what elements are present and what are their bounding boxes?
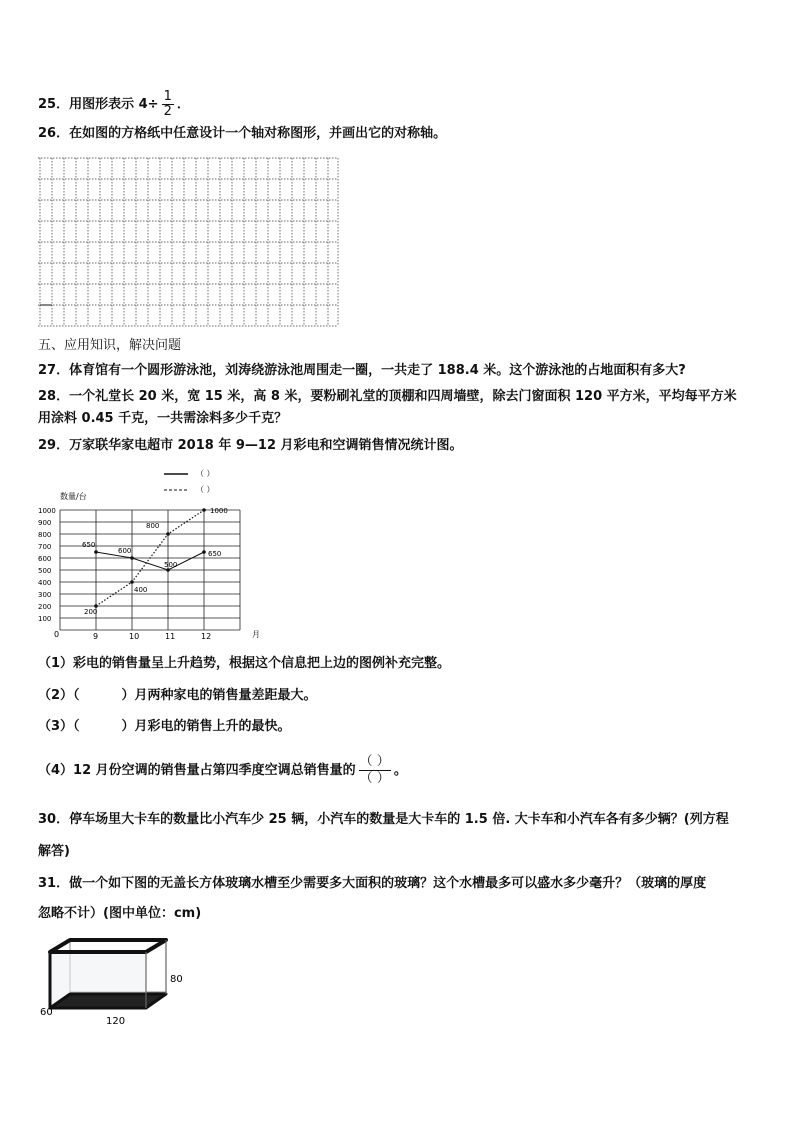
grid-paper xyxy=(38,156,340,328)
question-29-sub2 xyxy=(38,687,317,705)
question-28-line2: 用涂料 0.45 千克，一共需涂料多少千克？ xyxy=(38,411,288,426)
y-tick-label: 1000 xyxy=(38,507,56,515)
data-label: 1000 xyxy=(210,507,228,515)
sales-line-chart xyxy=(36,462,276,646)
question-25-text: 25．用图形表示 4÷ xyxy=(38,97,159,112)
dim-width: 60 xyxy=(40,1007,53,1018)
glass-tank-figure xyxy=(36,936,196,1028)
question-31-line2: 忽略不计）(图中单位：cm) xyxy=(38,906,202,921)
question-29-sub4 xyxy=(38,753,407,789)
question-30-line2: 解答) xyxy=(38,844,70,859)
question-31-line1: 31．做一个如下图的无盖长方体玻璃水槽至少需要多大面积的玻璃？这个水槽最多可以盛水多少毫升？（玻璃的厚度 xyxy=(38,876,707,891)
fraction-blank-denominator: （ ） xyxy=(359,771,390,786)
question-29-sub3 xyxy=(38,718,291,736)
data-label: 600 xyxy=(118,547,132,555)
answer-fraction-blank[interactable] xyxy=(359,754,391,787)
data-point xyxy=(94,550,98,554)
data-point xyxy=(130,556,134,560)
y-tick-label: 500 xyxy=(38,567,52,575)
x-tick-label: 11 xyxy=(165,632,176,641)
y-tick-label: 100 xyxy=(38,615,52,623)
sub3-prefix: （3）（ xyxy=(38,719,80,734)
section-title: 五、应用知识，解决问题 xyxy=(38,338,182,353)
sub3-suffix: ）月彩电的销售上升的最快。 xyxy=(121,719,291,734)
fraction-blank-numerator: （ ） xyxy=(359,754,390,769)
data-point xyxy=(166,532,170,536)
question-28-line1: 28．一个礼堂长 20 米，宽 15 米，高 8 米，要粉刷礼堂的顶棚和四周墙壁，除去门窗面积 120 平方米，平均每平方米 xyxy=(38,389,737,404)
x-tick-label: 12 xyxy=(201,632,212,641)
origin-label: 0 xyxy=(54,630,60,639)
y-tick-label: 900 xyxy=(38,519,52,527)
sub4-prefix: （4）12 月份空调的销售量占第四季度空调总销售量的 xyxy=(38,763,356,778)
sub4-end: 。 xyxy=(393,763,407,778)
data-point xyxy=(202,508,206,512)
data-label: 650 xyxy=(82,541,96,549)
question-29-title: 29．万家联华家电超市 2018 年 9—12 月彩电和空调销售情况统计图。 xyxy=(38,438,463,453)
data-label: 400 xyxy=(134,586,148,594)
y-tick-label: 700 xyxy=(38,543,52,551)
fraction xyxy=(162,90,174,119)
series-line-solid xyxy=(96,552,204,570)
question-29-sub1: （1）彩电的销售量呈上升趋势，根据这个信息把上边的图例补充完整。 xyxy=(38,656,451,671)
data-point xyxy=(202,550,206,554)
x-axis-label: 月 xyxy=(252,630,260,639)
x-tick-label: 10 xyxy=(129,632,140,641)
y-tick-label: 300 xyxy=(38,591,52,599)
sub2-prefix: （2）（ xyxy=(38,688,80,703)
dim-height: 80 xyxy=(170,974,183,985)
data-label: 500 xyxy=(164,561,178,569)
y-tick-label: 400 xyxy=(38,579,52,587)
y-axis-label: 数量/台 xyxy=(60,492,87,501)
question-26: 26．在如图的方格纸中任意设计一个轴对称图形，并画出它的对称轴。 xyxy=(38,126,447,141)
question-25-end: ． xyxy=(176,97,190,112)
data-label: 800 xyxy=(146,522,160,530)
question-25 xyxy=(38,90,190,119)
data-label: 650 xyxy=(208,550,222,558)
data-point xyxy=(130,580,134,584)
fraction-numerator: 1 xyxy=(163,89,172,104)
y-tick-label: 600 xyxy=(38,555,52,563)
sub2-suffix: ）月两种家电的销售量差距最大。 xyxy=(121,688,317,703)
y-tick-label: 200 xyxy=(38,603,52,611)
question-27: 27．体育馆有一个圆形游泳池，刘涛绕游泳池周围走一圈，一共走了 188.4 米。这个游泳池的占地面积有多大? xyxy=(38,363,686,378)
x-tick-label: 9 xyxy=(93,632,99,641)
dim-length: 120 xyxy=(106,1016,126,1027)
question-30-line1: 30．停车场里大卡车的数量比小汽车少 25 辆，小汽车的数量是大卡车的 1.5 倍. 大卡车和小汽车各有多少辆？(列方程 xyxy=(38,812,729,827)
fraction-denominator: 2 xyxy=(163,104,172,119)
legend-solid-label: （ ） xyxy=(196,469,215,478)
y-tick-label: 800 xyxy=(38,531,52,539)
legend-dashed-label: （ ） xyxy=(196,485,215,494)
data-label: 200 xyxy=(84,608,98,616)
